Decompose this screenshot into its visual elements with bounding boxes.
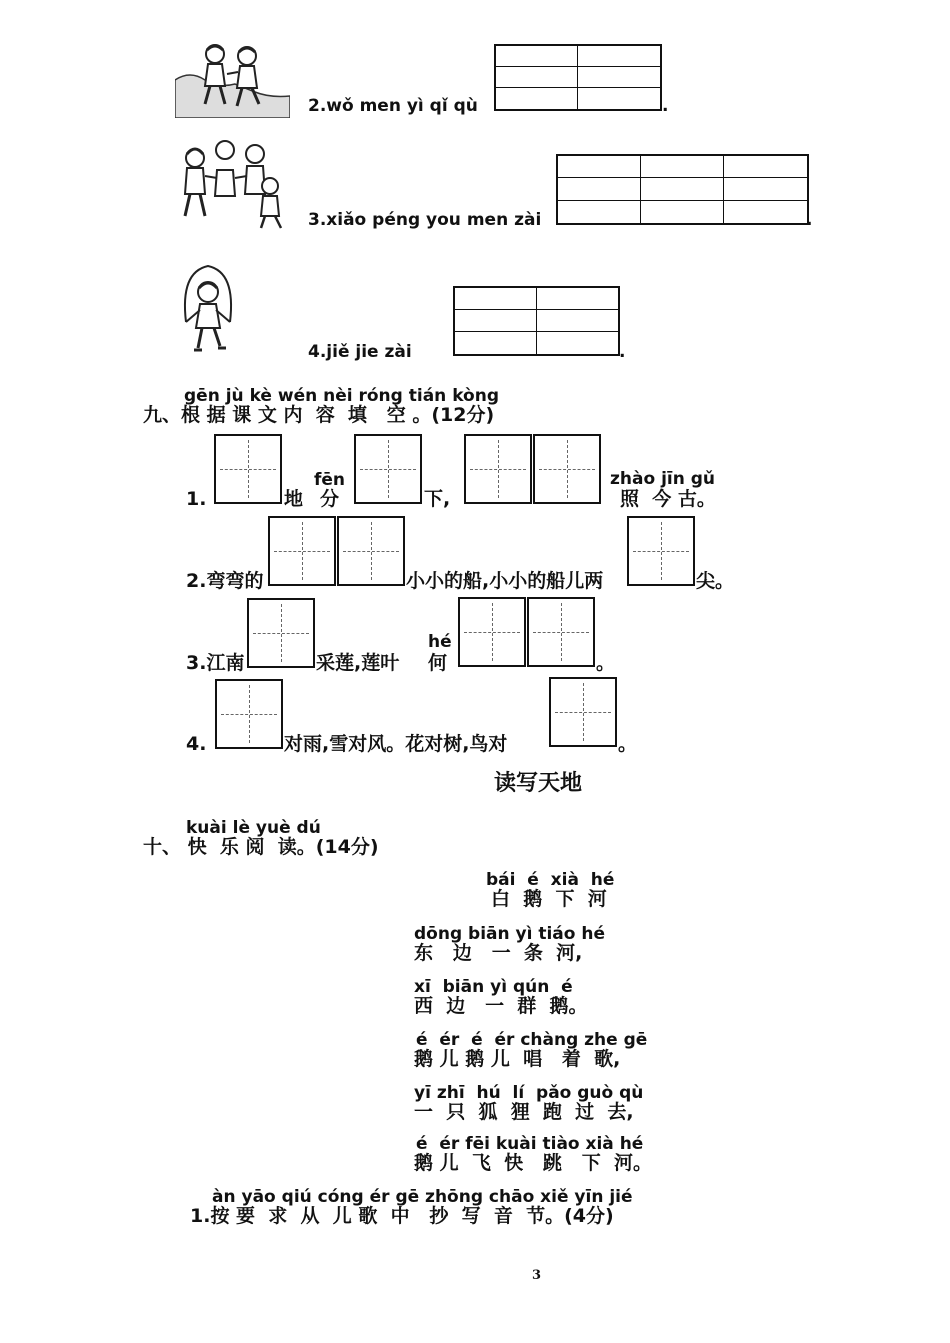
s9-q3-box-3[interactable]	[527, 597, 595, 667]
poem-line-1: 东 边 一 条 河,	[414, 942, 583, 964]
s9-q3-box-1[interactable]	[247, 598, 315, 668]
s9-q4-text-2: 。	[618, 733, 638, 755]
s9-q1-pinyin-fen: fēn	[314, 470, 346, 490]
s8-item-4-label: 4.jiě jie zài	[308, 342, 412, 362]
page-number: 3	[532, 1268, 542, 1283]
s8-item-3-end: .	[806, 210, 813, 230]
poem-title: 白 鹅 下 河	[491, 888, 607, 910]
s9-q3-pinyin-he: hé	[428, 632, 452, 652]
s10-q1-pinyin: àn yāo qiú cóng ér gē zhōng chāo xiě yīn jié	[212, 1187, 633, 1207]
s8-item-3-writing-grid[interactable]	[556, 154, 809, 225]
s9-q1-num: 1.	[186, 488, 207, 510]
children-playing-illustration	[175, 136, 293, 230]
s8-item-2-end: .	[662, 96, 669, 116]
s9-q4-num: 4.	[186, 733, 207, 755]
s8-item-2-writing-grid[interactable]	[494, 44, 662, 111]
s9-q3-text-3: 。	[596, 652, 616, 674]
s9-q2-box-2[interactable]	[337, 516, 405, 586]
poem-line-2-pinyin: xī biān yì qún é	[414, 977, 573, 997]
s9-q2-text-1: 小小的船,小小的船儿两	[406, 570, 604, 592]
s9-q2-box-3[interactable]	[627, 516, 695, 586]
s9-q4-box-1[interactable]	[215, 679, 283, 749]
s9-q3-num: 3.江南	[186, 652, 245, 674]
s9-q1-box-1[interactable]	[214, 434, 282, 504]
poem-line-4-pinyin: yī zhī hú lí pǎo guò qù	[414, 1083, 644, 1103]
s9-q4-box-2[interactable]	[549, 677, 617, 747]
poem-line-2: 西 边 一 群 鹅。	[414, 995, 588, 1017]
s9-q3-box-2[interactable]	[458, 597, 526, 667]
s8-item-3-label: 3.xiǎo péng you men zài	[308, 210, 542, 230]
s9-q3-text-2: 何	[428, 652, 448, 674]
poem-line-5-pinyin: é ér fēi kuài tiào xià hé	[416, 1134, 644, 1154]
s9-q1-text-end: 照 今 古。	[620, 488, 716, 510]
s9-q1-box-3[interactable]	[464, 434, 532, 504]
s9-q1-text-2: 分	[320, 488, 340, 510]
s9-title: 九、根 据 课 文 内 容 填 空 。(12分)	[143, 404, 495, 426]
poem-line-4: 一 只 狐 狸 跑 过 去,	[414, 1101, 634, 1123]
s9-title-pinyin: gēn jù kè wén nèi róng tián kòng	[184, 386, 499, 406]
s9-q2-box-1[interactable]	[268, 516, 336, 586]
s9-q1-box-4[interactable]	[533, 434, 601, 504]
s9-q2-num: 2.弯弯的	[186, 570, 264, 592]
poem-title-pinyin: bái é xià hé	[486, 870, 615, 890]
poem-line-3: 鹅 儿 鹅 儿 唱 着 歌,	[414, 1048, 621, 1070]
s10-title-pinyin: kuài lè yuè dú	[186, 818, 321, 838]
s9-q1-box-2[interactable]	[354, 434, 422, 504]
s9-q1-pinyin-end: zhào jīn gǔ	[610, 469, 716, 489]
s9-q3-text-1: 采莲,莲叶	[316, 652, 400, 674]
s10-title: 十、 快 乐 阅 读。(14分)	[143, 836, 379, 858]
poem-line-5: 鹅 儿 飞 快 跳 下 河。	[414, 1152, 652, 1174]
s9-q1-text-1: 地	[284, 488, 304, 510]
s10-q1-text: 1.按 要 求 从 儿 歌 中 抄 写 音 节。(4分)	[190, 1205, 614, 1227]
s8-item-2-label: 2.wǒ men yì qǐ qù	[308, 96, 478, 116]
s9-q4-text-1: 对雨,雪对风。花对树,鸟对	[284, 733, 508, 755]
s9-q2-text-2: 尖。	[696, 570, 735, 592]
girl-jumping-rope-illustration	[178, 262, 238, 360]
poem-line-1-pinyin: dōng biān yì tiáo hé	[414, 924, 606, 944]
s8-item-4-writing-grid[interactable]	[453, 286, 620, 356]
s9-q1-text-3: 下,	[424, 488, 451, 510]
section-heading: 读写天地	[494, 771, 583, 796]
children-walking-illustration	[175, 40, 290, 118]
poem-line-3-pinyin: é ér é ér chàng zhe gē	[416, 1030, 648, 1050]
s8-item-4-end: .	[619, 342, 626, 362]
